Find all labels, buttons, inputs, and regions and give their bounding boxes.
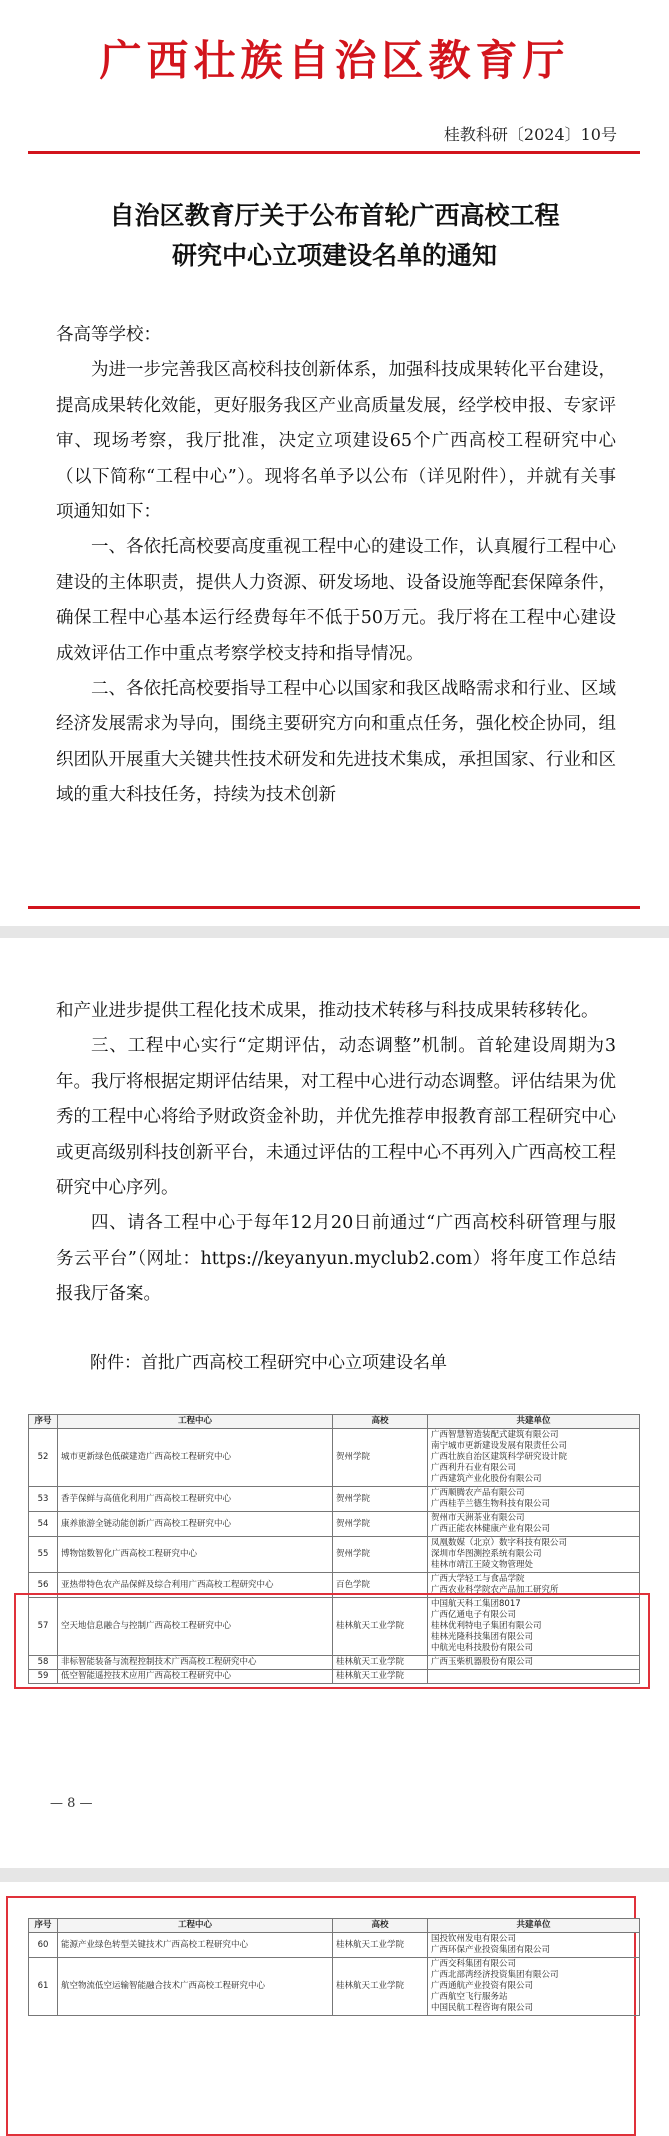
school-name: 贺州学院 bbox=[333, 1429, 428, 1487]
partner-name: 广西建筑产业化股份有限公司 bbox=[431, 1474, 542, 1484]
header-red-rule bbox=[28, 151, 640, 154]
partner-name: 广西顺腾农产品有限公司 bbox=[431, 1488, 525, 1498]
center-name: 航空物流低空运输智能融合技术广西高校工程研究中心 bbox=[58, 1958, 333, 2016]
footer-red-rule bbox=[28, 906, 640, 909]
item-2-paragraph: 二、各依托高校要指导工程中心以国家和我区战略需求和行业、区域经济发展需求为导向，围绕主要研究方向和重点任务，强化校企协同，组织团队开展重大关键共性技术研发和先进技术集成，承担国家、行业和区域的重大科技任务，持续为技术创新 bbox=[56, 679, 616, 806]
partner-name: 广西利升石业有限公司 bbox=[431, 1463, 517, 1473]
center-name: 非标智能装备与流程控制技术广西高校工程研究中心 bbox=[58, 1656, 333, 1670]
center-name: 亚热带特色农产品保鲜及综合利用广西高校工程研究中心 bbox=[58, 1573, 333, 1598]
header-no: 序号 bbox=[29, 1919, 58, 1933]
partner-name: 中国航天科工集团8017 bbox=[431, 1599, 521, 1609]
row-number: 60 bbox=[29, 1933, 58, 1958]
notice-body-continued bbox=[56, 994, 616, 1313]
partner-list bbox=[428, 1512, 640, 1537]
document-page-1 bbox=[0, 0, 669, 926]
item-1-paragraph: 一、各依托高校要高度重视工程中心的建设工作，认真履行工程中心建设的主体职责，提供人力资源、研发场地、设备设施等配套保障条件，确保工程中心基本运行经费每年不低于50万元。我厅将在工程中心建设成效评估工作中重点考察学校支持和指导情况。 bbox=[56, 537, 616, 664]
table-row bbox=[29, 1958, 640, 2016]
partner-name: 南宁城市更新建设发展有限责任公司 bbox=[431, 1441, 568, 1451]
notice-title-line-1: 自治区教育厅关于公布首轮广西高校工程 bbox=[109, 201, 560, 230]
center-name: 康养旅游全链动能创新广西高校工程研究中心 bbox=[58, 1512, 333, 1537]
header-center: 工程中心 bbox=[58, 1919, 333, 1933]
center-name: 博物馆数智化广西高校工程研究中心 bbox=[58, 1537, 333, 1573]
page-number: — 8 — bbox=[50, 1796, 93, 1811]
header-partners: 共建单位 bbox=[428, 1415, 640, 1429]
partner-list bbox=[428, 1933, 640, 1958]
org-title: 广西壮族自治区教育厅 bbox=[99, 36, 570, 85]
partner-name: 广西壮族自治区建筑科学研究设计院 bbox=[431, 1452, 568, 1462]
row-number: 53 bbox=[29, 1487, 58, 1512]
header-partners: 共建单位 bbox=[428, 1919, 640, 1933]
table-header-row bbox=[29, 1919, 640, 1933]
partner-name: 广西正能农林健康产业有限公司 bbox=[431, 1524, 551, 1534]
partner-name: 中国民航工程咨询有限公司 bbox=[431, 2003, 534, 2013]
row-number: 61 bbox=[29, 1958, 58, 2016]
row-number: 59 bbox=[29, 1670, 58, 1684]
partner-name: 广西桂芋兰德生物科技有限公司 bbox=[431, 1499, 551, 1509]
item-2-continued: 和产业进步提供工程化技术成果，推动技术转移与科技成果转移转化。 bbox=[56, 1001, 599, 1021]
partner-name: 桂林优利特电子集团有限公司 bbox=[431, 1621, 542, 1631]
partner-name: 桂林市靖江王陵文物管理处 bbox=[431, 1560, 534, 1570]
header-school: 高校 bbox=[333, 1415, 428, 1429]
attachment-table-2 bbox=[28, 1918, 640, 2016]
partner-name: 中航光电科技股份有限公司 bbox=[431, 1643, 534, 1653]
school-name: 贺州学院 bbox=[333, 1487, 428, 1512]
partner-list bbox=[428, 1429, 640, 1487]
partner-name: 国投钦州发电有限公司 bbox=[431, 1934, 517, 1944]
partner-name: 桂林光隆科技集团有限公司 bbox=[431, 1632, 534, 1642]
school-name: 百色学院 bbox=[333, 1573, 428, 1598]
school-name: 桂林航天工业学院 bbox=[333, 1598, 428, 1656]
header-no: 序号 bbox=[29, 1415, 58, 1429]
notice-title bbox=[0, 196, 669, 276]
item-4-paragraph: 四、请各工程中心于每年12月20日前通过“广西高校科研管理与服务云平台”（网址：https://keyanyun.myclub2.com）将年度工作总结报我厅备案。 bbox=[56, 1213, 616, 1305]
header-center: 工程中心 bbox=[58, 1415, 333, 1429]
notice-body bbox=[56, 318, 616, 814]
table-row bbox=[29, 1487, 640, 1512]
partner-name: 广西农业科学院农产品加工研究所 bbox=[431, 1585, 559, 1595]
center-name: 香芋保鲜与高值化利用广西高校工程研究中心 bbox=[58, 1487, 333, 1512]
school-name: 桂林航天工业学院 bbox=[333, 1933, 428, 1958]
page-gap bbox=[0, 1868, 669, 1882]
school-name: 贺州学院 bbox=[333, 1537, 428, 1573]
partner-name: 广西玉柴机器股份有限公司 bbox=[431, 1657, 534, 1667]
document-page-2 bbox=[0, 938, 669, 1868]
table-row bbox=[29, 1537, 640, 1573]
row-number: 52 bbox=[29, 1429, 58, 1487]
partner-name: 广西通航产业投资有限公司 bbox=[431, 1981, 534, 1991]
partner-name: 广西智慧智造装配式建筑有限公司 bbox=[431, 1430, 559, 1440]
partner-list bbox=[428, 1487, 640, 1512]
document-page-3 bbox=[0, 1882, 669, 2126]
center-name: 城市更新绿色低碳建造广西高校工程研究中心 bbox=[58, 1429, 333, 1487]
attachment-title: 附件：首批广西高校工程研究中心立项建设名单 bbox=[90, 1353, 447, 1373]
center-name: 低空智能遥控技术应用广西高校工程研究中心 bbox=[58, 1670, 333, 1684]
school-name: 桂林航天工业学院 bbox=[333, 1670, 428, 1684]
intro-paragraph: 为进一步完善我区高校科技创新体系，加强科技成果转化平台建设，提高成果转化效能，更好服务我区产业高质量发展，经学校申报、专家评审、现场考察，我厅批准，决定立项建设65个广西高校工程研究中心（以下简称“工程中心”）。现将名单予以公布（详见附件），并就有关事项通知如下： bbox=[56, 360, 616, 523]
partner-name: 深圳市华图测控系统有限公司 bbox=[431, 1549, 542, 1559]
partner-name: 广西大学轻工与食品学院 bbox=[431, 1574, 525, 1584]
table-row bbox=[29, 1429, 640, 1487]
partner-name: 凤凰数媒（北京）数字科技有限公司 bbox=[431, 1538, 568, 1548]
row-number: 55 bbox=[29, 1537, 58, 1573]
partner-list bbox=[428, 1958, 640, 2016]
partner-list bbox=[428, 1537, 640, 1573]
partner-name: 广西交科集团有限公司 bbox=[431, 1959, 517, 1969]
school-name: 桂林航天工业学院 bbox=[333, 1656, 428, 1670]
table-highlight-box bbox=[14, 1593, 650, 1689]
partner-name: 贺州市天洲茶业有限公司 bbox=[431, 1513, 525, 1523]
item-3-paragraph: 三、工程中心实行“定期评估，动态调整”机制。首轮建设周期为3年。我厅将根据定期评估结果，对工程中心进行动态调整。评估结果为优秀的工程中心将给予财政资金补助，并优先推荐申报教育部工程研究中心或更高级别科技创新平台，未通过评估的工程中心不再列入广西高校工程研究中心序列。 bbox=[56, 1036, 616, 1199]
partner-name: 广西环保产业投资集团有限公司 bbox=[431, 1945, 551, 1955]
center-name: 空天地信息融合与控制广西高校工程研究中心 bbox=[58, 1598, 333, 1656]
table-header-row bbox=[29, 1415, 640, 1429]
partner-name: 广西北部湾经济投资集团有限公司 bbox=[431, 1970, 559, 1980]
table-row bbox=[29, 1933, 640, 1958]
row-number: 56 bbox=[29, 1573, 58, 1598]
center-name: 能源产业绿色转型关键技术广西高校工程研究中心 bbox=[58, 1933, 333, 1958]
school-name: 桂林航天工业学院 bbox=[333, 1958, 428, 2016]
doc-number: 桂教科研〔2024〕10号 bbox=[443, 125, 617, 144]
school-name: 贺州学院 bbox=[333, 1512, 428, 1537]
notice-title-line-2: 研究中心立项建设名单的通知 bbox=[171, 241, 497, 270]
row-number: 54 bbox=[29, 1512, 58, 1537]
row-number: 58 bbox=[29, 1656, 58, 1670]
partner-name: 广西航空飞行服务站 bbox=[431, 1992, 508, 2002]
row-number: 57 bbox=[29, 1598, 58, 1656]
salutation: 各高等学校： bbox=[56, 325, 161, 345]
partner-name: 广西亿通电子有限公司 bbox=[431, 1610, 517, 1620]
table-row bbox=[29, 1512, 640, 1537]
header-school: 高校 bbox=[333, 1919, 428, 1933]
page-gap bbox=[0, 926, 669, 938]
